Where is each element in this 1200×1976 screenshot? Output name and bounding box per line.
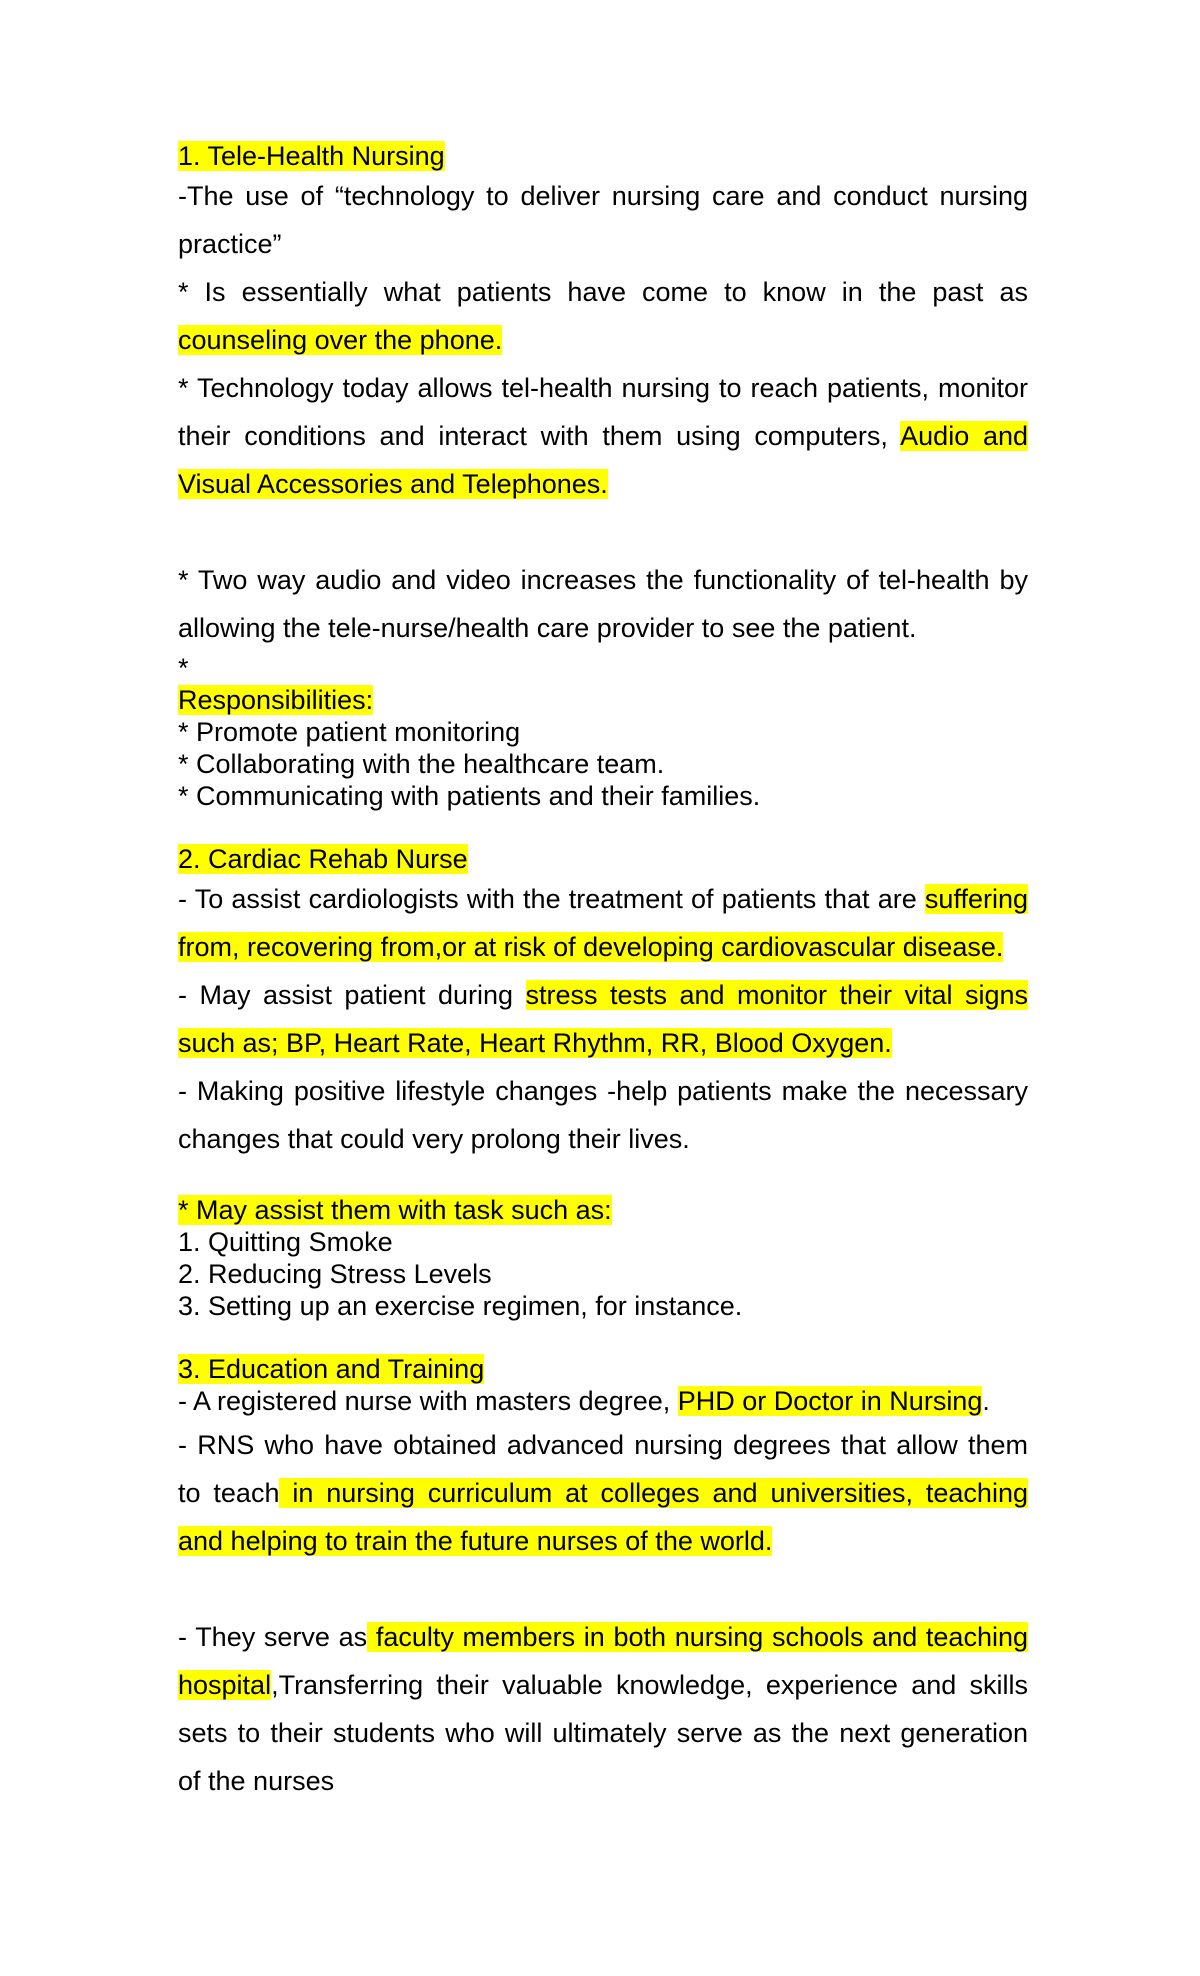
education-paragraph-3: - They serve as faculty members in both nursing schools and teaching hospital,Transferring their valuable knowledge, experience and skills sets to their students who will ultimately serve as the next generation of the nurses (178, 1622, 1028, 1796)
task-item: 1. Quitting Smoke (178, 1227, 393, 1257)
cardiac-paragraph-2: - May assist patient during stress tests and monitor their vital signs such as; BP, Heart Rate, Heart Rhythm, RR, Blood Oxygen. (178, 980, 1028, 1058)
tele-health-paragraph-1: * Is essentially what patients have come to know in the past as counseling over the phone. (178, 277, 1028, 355)
tele-health-definition: -The use of “technology to deliver nursing care and conduct nursing practice” (178, 181, 1028, 259)
cardiac-paragraph-1: - To assist cardiologists with the treatment of patients that are suffering from, recovering from,or at risk of developing cardiovascular disease. (178, 884, 1028, 962)
task-item: 2. Reducing Stress Levels (178, 1259, 492, 1289)
section-1-heading: 1. Tele-Health Nursing (178, 141, 445, 171)
cardiac-paragraph-3: - Making positive lifestyle changes -help patients make the necessary changes that could very prolong their lives. (178, 1076, 1028, 1154)
spacer (178, 812, 1028, 843)
spacer (178, 1163, 1028, 1194)
tasks-heading: * May assist them with task such as: (178, 1195, 612, 1225)
responsibility-item: * Promote patient monitoring (178, 717, 521, 747)
document-page (178, 140, 1028, 1805)
education-paragraph-1: - A registered nurse with masters degree, PHD or Doctor in Nursing. (178, 1386, 990, 1416)
education-paragraph-2: - RNS who have obtained advanced nursing degrees that allow them to teach in nursing curriculum at colleges and universities, teaching and helping to train the future nurses of the world. (178, 1430, 1028, 1556)
tele-health-paragraph-3: * Two way audio and video increases the functionality of tel-health by allowing the tele-nurse/health care provider to see the patient. (178, 565, 1028, 643)
asterisk-line: * (178, 653, 189, 683)
section-2-heading: 2. Cardiac Rehab Nurse (178, 844, 468, 874)
spacer (178, 508, 1028, 556)
responsibility-item: * Communicating with patients and their families. (178, 781, 761, 811)
spacer (178, 1322, 1028, 1353)
section-3-heading: 3. Education and Training (178, 1354, 485, 1384)
responsibilities-heading: Responsibilities: (178, 685, 374, 715)
task-item: 3. Setting up an exercise regimen, for instance. (178, 1291, 743, 1321)
responsibility-item: * Collaborating with the healthcare team. (178, 749, 665, 779)
spacer (178, 1565, 1028, 1613)
tele-health-paragraph-2: * Technology today allows tel-health nursing to reach patients, monitor their conditions and interact with them using computers, Audio and Visual Accessories and Telephones. (178, 373, 1028, 499)
